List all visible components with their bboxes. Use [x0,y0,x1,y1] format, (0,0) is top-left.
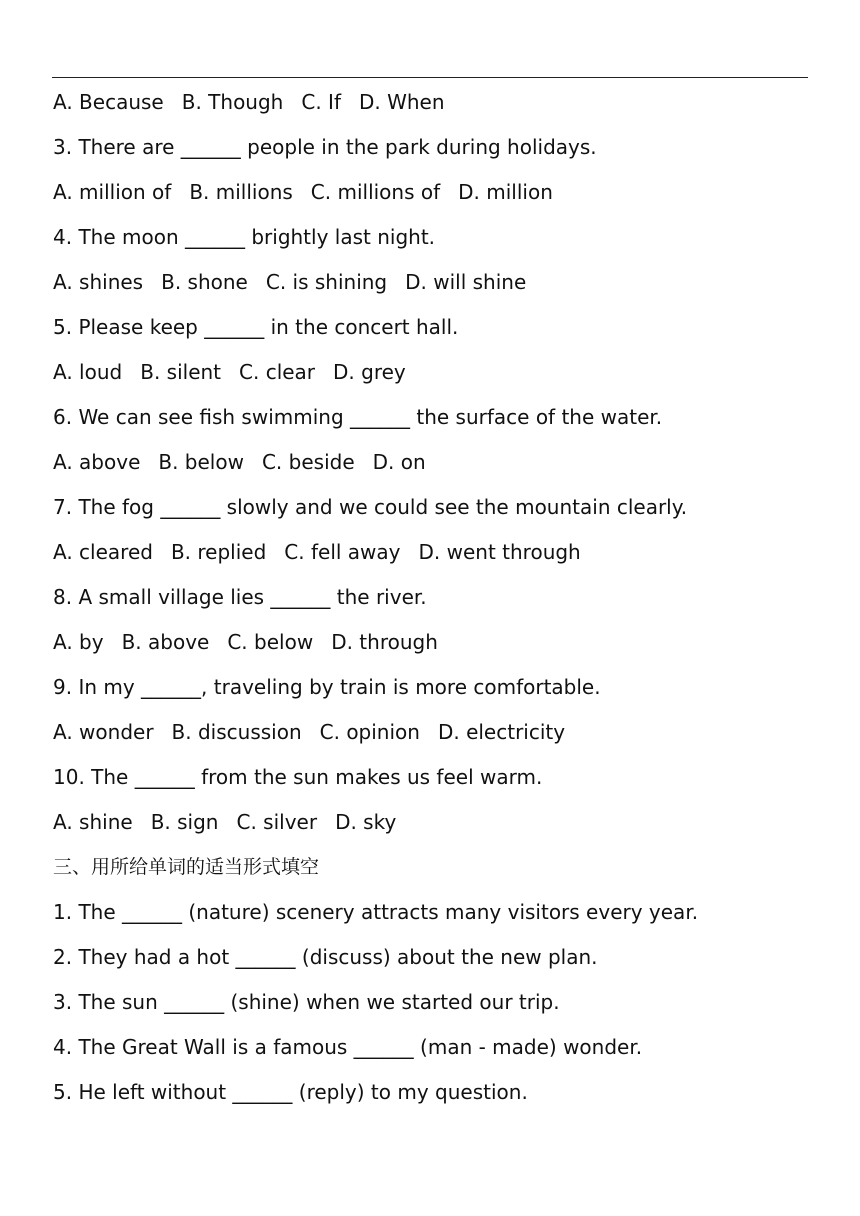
answer-option: B. replied [170,540,267,564]
answer-option: A. cleared [53,540,153,564]
answer-options [53,620,813,665]
answer-option: C. millions of [310,180,441,204]
answer-option: B. silent [140,360,222,384]
answer-option: D. through [331,630,438,654]
answer-option: C. fell away [284,540,401,564]
answer-options [53,530,813,575]
answer-option: B. below [158,450,244,474]
answer-option: A. loud [53,360,123,384]
answer-option: D. grey [333,360,406,384]
answer-option: C. below [227,630,314,654]
answer-option: B. above [121,630,210,654]
question-text: 10. The ______ from the sun makes us feel warm. [53,765,543,789]
answer-option: D. sky [335,810,397,834]
answer-options [53,800,813,845]
answer-options [53,170,813,215]
answer-option: A. shine [53,810,133,834]
answer-option: C. If [301,90,341,114]
question-text: 5. Please keep ______ in the concert hall. [53,315,459,339]
answer-options [53,710,813,755]
answer-option: B. Though [181,90,284,114]
question-text: 4. The moon ______ brightly last night. [53,225,436,249]
answer-option: C. clear [239,360,316,384]
answer-options [53,260,813,305]
answer-option: A. shines [53,270,144,294]
answer-option: B. shone [161,270,248,294]
answer-option: A. million of [53,180,172,204]
answer-option: A. above [53,450,141,474]
question-text: 1. The ______ (nature) scenery attracts many visitors every year. [53,900,699,924]
answer-option: C. is shining [265,270,388,294]
question-text: 4. The Great Wall is a famous ______ (man - made) wonder. [53,1035,643,1059]
answer-option: D. on [372,450,426,474]
question-text: 3. There are ______ people in the park during holidays. [53,135,597,159]
question-text: 5. He left without ______ (reply) to my question. [53,1080,528,1104]
question-text: 8. A small village lies ______ the river. [53,585,427,609]
answer-option: D. million [458,180,553,204]
exercise-lines [53,80,813,1115]
answer-option: B. sign [150,810,219,834]
question-text: 7. The fog ______ slowly and we could see the mountain clearly. [53,495,688,519]
question-text: 6. We can see fish swimming ______ the surface of the water. [53,405,663,429]
answer-option: D. will shine [405,270,527,294]
section-heading: 三、用所给单词的适当形式填空 [53,856,320,878]
question-text: 2. They had a hot ______ (discuss) about the new plan. [53,945,598,969]
question-text: 9. In my ______, traveling by train is more comfortable. [53,675,601,699]
answer-option: B. discussion [171,720,302,744]
answer-option: A. by [53,630,104,654]
answer-options [53,80,813,125]
answer-option: A. Because [53,90,164,114]
answer-option: C. silver [236,810,318,834]
answer-option: C. opinion [319,720,420,744]
answer-option: D. When [358,90,445,114]
answer-options [53,350,813,395]
question-text: 3. The sun ______ (shine) when we started our trip. [53,990,560,1014]
answer-options [53,440,813,485]
answer-option: D. went through [418,540,581,564]
answer-option: A. wonder [53,720,154,744]
header-divider [52,77,808,78]
answer-option: B. millions [189,180,293,204]
answer-option: D. electricity [437,720,566,744]
answer-option: C. beside [261,450,355,474]
